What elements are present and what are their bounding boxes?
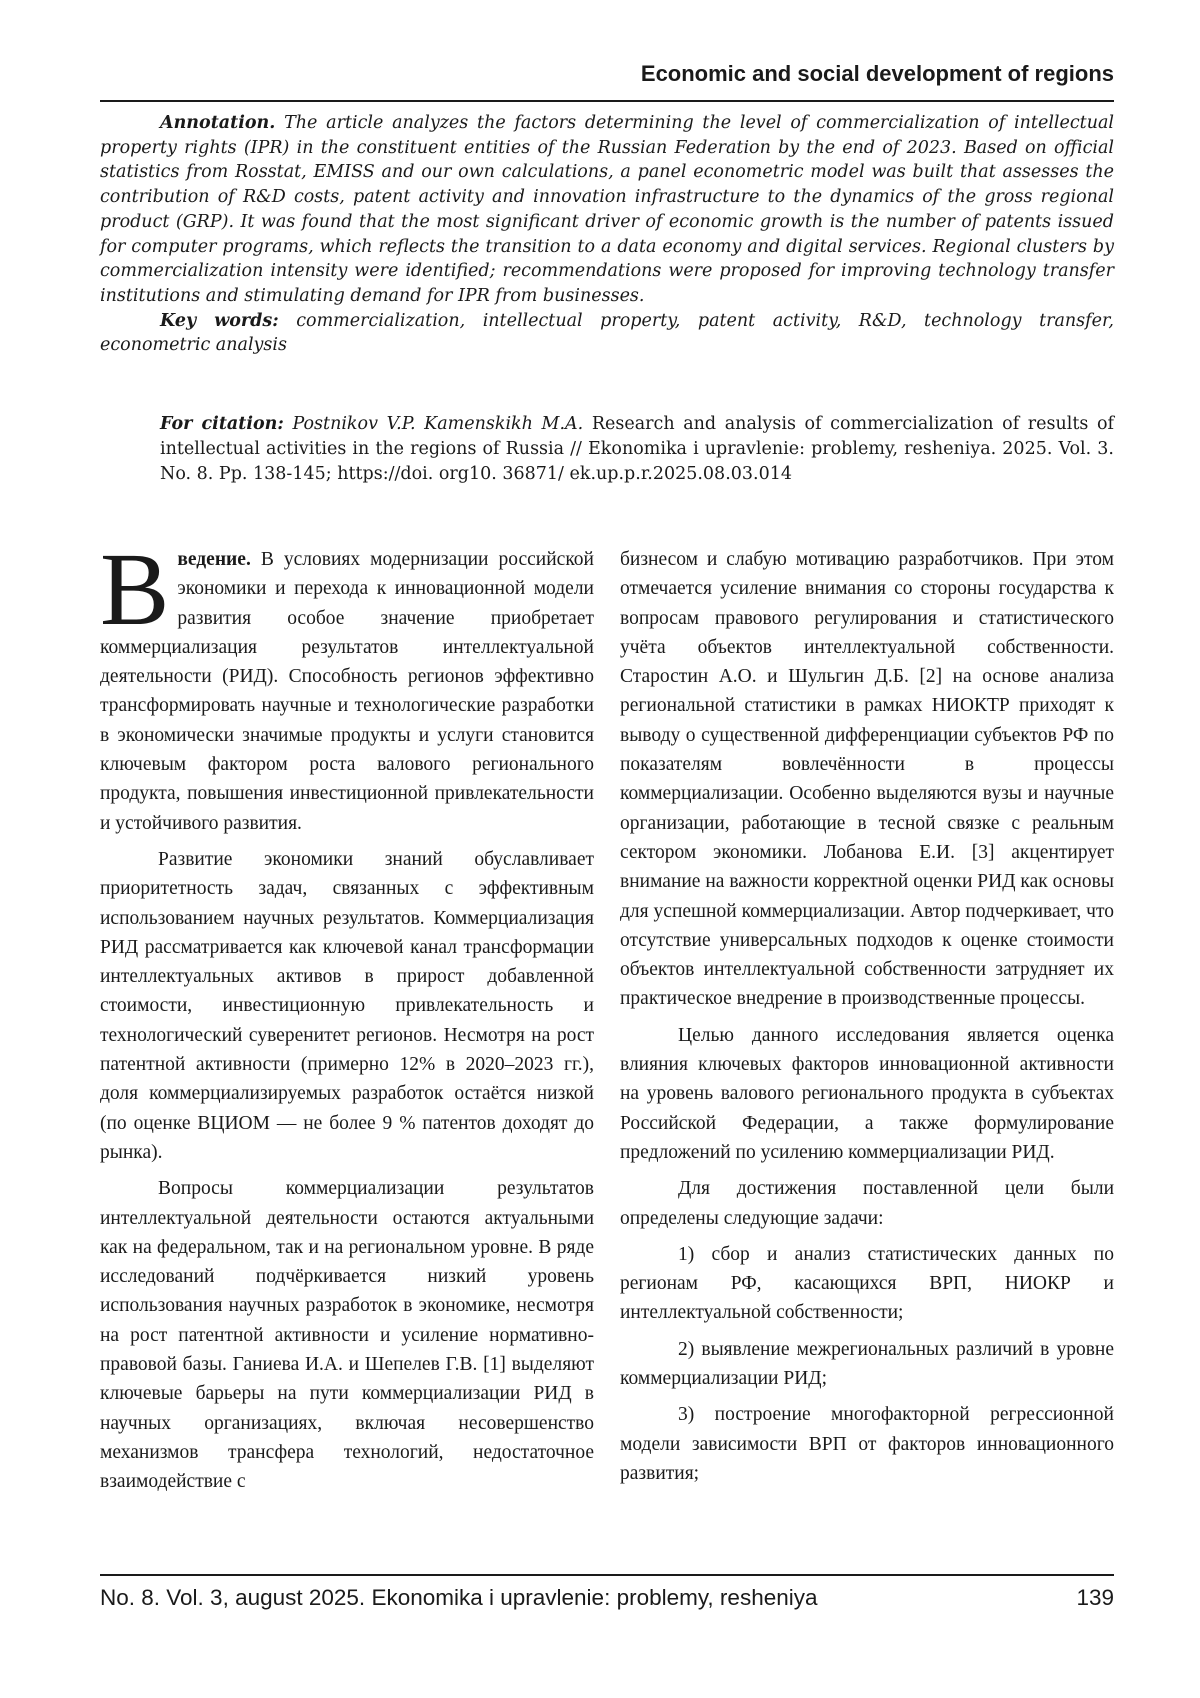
keywords-paragraph xyxy=(100,309,1114,358)
issue-info: No. 8. Vol. 3, august 2025. Ekonomika i upravlenie: problemy, resheniya xyxy=(100,1585,818,1610)
drop-cap: В xyxy=(100,532,170,647)
annotation-label: Annotation. xyxy=(160,113,276,133)
body-column-left xyxy=(100,532,594,1504)
annotation-text: The article analyzes the factors determining the level of commercialization of intellectual property rights (IPR) in the constituent entities of the Russian Federation by the end of 2023. Based on official statistics from Rosstat, EMISS and our own calculations, a panel econometric model was built that assesses the contribution of R&D costs, patent activity and innovation infrastructure to the dynamics of the gross regional product (GRP). It was found that the most significant driver of economic growth is the number of patents issued for computer programs, which reflects the transition to a data economy and digital services. Regional clusters by commercialization intensity were identified; recommendations were proposed for improving technology transfer institutions and stimulating demand for IPR from businesses. xyxy=(100,113,1114,306)
body-paragraph: Вопросы коммерциализации результатов интеллектуальной деятельности остаются актуальными как на федеральном, так и на региональном уровне. В ряде исследований подчёркивается низкий уровень использования научных разработок в экономике, несмотря на рост патентной активности и усиление нормативно-правовой базы. Ганиева И.А. и Шепелев Г.В. [1] выделяют ключевые барьеры на пути коммерциализации РИД в научных организациях, включая несовершенство механизмов трансфера технологий, недостаточное взаимодействие с xyxy=(100,1178,594,1493)
footer-divider xyxy=(100,1574,1114,1576)
keywords-text: commercialization, intellectual property, patent activity, R&D, technology transfer, econometric analysis xyxy=(100,310,1114,356)
body-paragraph: Для достижения поставленной цели были определены следующие задачи: xyxy=(620,1178,1114,1229)
citation-label: For citation: xyxy=(160,414,284,434)
journal-section-title: Economic and social development of regions xyxy=(640,61,1114,86)
task-item: 3) построение многофакторной регрессионной модели зависимости ВРП от факторов инновационного развития; xyxy=(620,1404,1114,1484)
page-footer xyxy=(100,1583,1114,1613)
citation-text: Research and analysis of commercialization of results of intellectual activities in the regions of Russia // Ekonomika i upravlenie: problemy, resheniya. 2025. Vol. 3. No. 8. Pp. 138-145; https://doi. org10. 36871/ ek.up.p.r.2025.08.03.014 xyxy=(160,414,1115,484)
annotation-block xyxy=(100,111,1114,358)
header-divider xyxy=(100,100,1114,102)
intro-heading: ведение. xyxy=(177,549,251,570)
annotation-paragraph xyxy=(100,111,1114,309)
keywords-label: Key words: xyxy=(160,310,279,331)
body-column-right xyxy=(620,545,1114,1495)
body-paragraph: Целью данного исследования является оценка влияния ключевых факторов инновационной активности на уровень валового регионального продукта в субъектах Российской Федерации, а также формулирование предложений по усилению коммерциализации РИД. xyxy=(620,1024,1114,1163)
body-paragraph-continued: бизнесом и слабую мотивацию разработчиков. При этом отмечается усиление внимания со стороны государства к вопросам правового регулирования и статистического учёта объектов интеллектуальной собственности. Старостин А.О. и Шульгин Д.Б. [2] на основе анализа региональной статистики в рамках НИОКТР приходят к выводу о существенной дифференциации субъектов РФ по показателям вовлечённости в процессы коммерциализации. Особенно выделяются вузы и научные организации, работающие в тесной связке с реальным сектором экономики. Лобанова Е.И. [3] акцентирует внимание на важности корректной оценки РИД как основы для успешной коммерциализации. Автор подчеркивает, что отсутствие универсальных подходов к оценке стоимости объектов интеллектуальной собственности затрудняет их практическое внедрение в производственные процессы. xyxy=(620,549,1114,1010)
intro-paragraph xyxy=(100,532,594,838)
citation-block xyxy=(160,412,1114,487)
body-paragraph: Развитие экономики знаний обуславливает приоритетность задач, связанных с эффективным использованием научных результатов. Коммерциализация РИД рассматривается как ключевой канал трансформации интеллектуальных активов в прирост добавленной стоимости, инвестиционную привлекательность и технологический суверенитет регионов. Несмотря на рост патентной активности (примерно 12% в 2020–2023 гг.), доля коммерциализируемых разработок остаётся низкой (по оценке ВЦИОМ — не более 9 % патентов доходят до рынка). xyxy=(100,848,594,1163)
page-number: 139 xyxy=(1076,1585,1114,1610)
body-text: В условиях модернизации российской экономики и перехода к инновационной модели развития особое значение приобретает коммерциализация результатов интеллектуальной деятельности (РИД). Способность регионов эффективно трансформировать научные и технологические разработки в экономически значимые продукты и услуги становится ключевым фактором роста валового регионального продукта, повышения инвестиционной привлекательности и устойчивого развития. xyxy=(100,549,594,834)
task-item: 2) выявление межрегиональных различий в уровне коммерциализации РИД; xyxy=(620,1338,1114,1390)
task-item: 1) сбор и анализ статистических данных по регионам РФ, касающихся ВРП, НИОКР и интеллектуальной собственности; xyxy=(620,1243,1114,1324)
citation-authors: Postnikov V.P. Kamenskikh M.A. xyxy=(283,414,584,434)
